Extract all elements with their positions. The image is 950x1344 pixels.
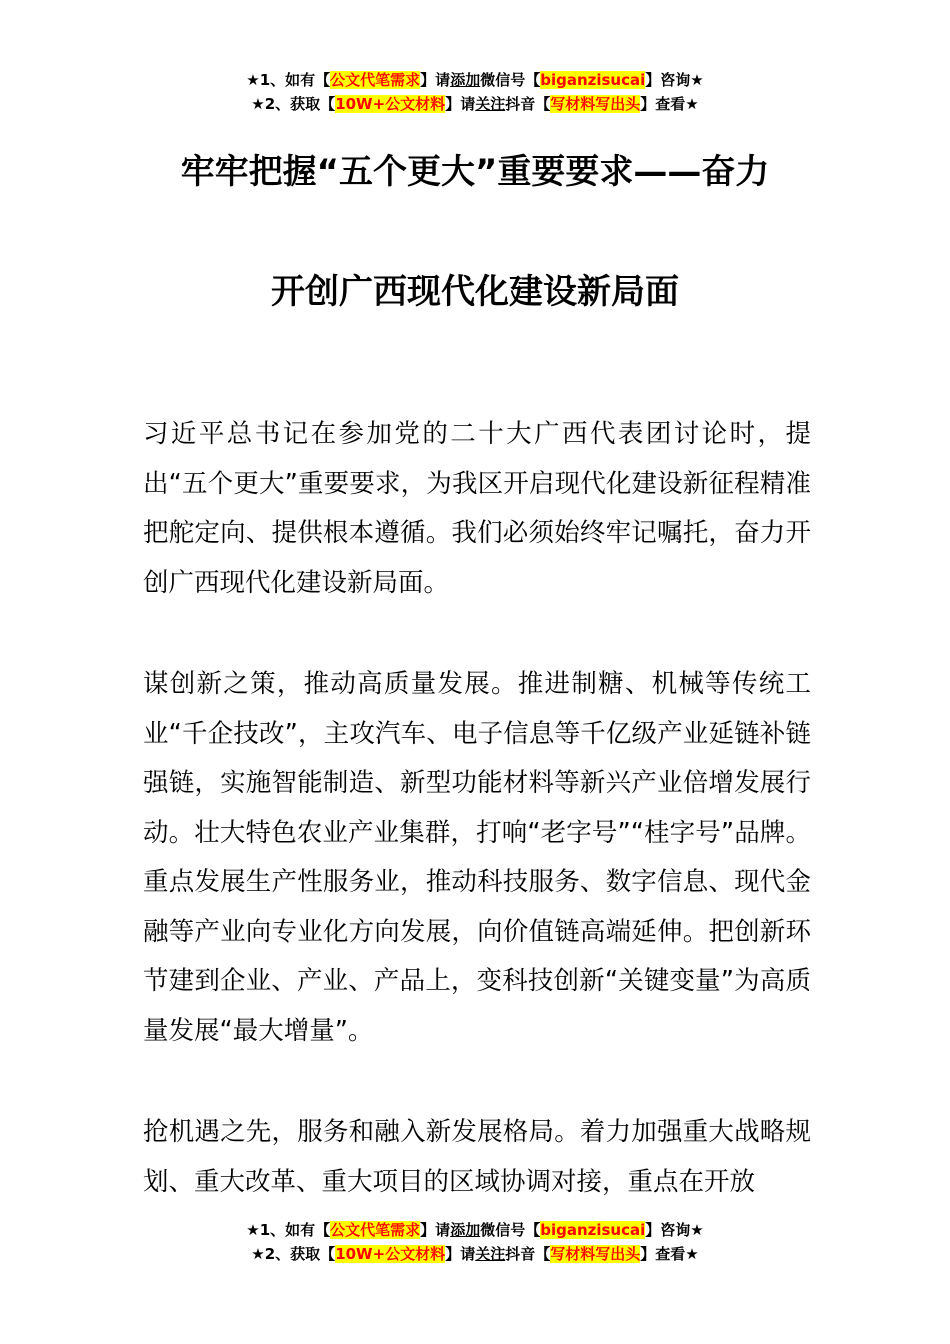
banner-wechat-id: biganzisucai [540,1221,646,1239]
banner-douyin-id: 写材料写出头 [550,95,641,113]
banner-line-2 [0,1242,950,1266]
banner-text: 】请 [420,71,451,89]
header-banner [0,68,950,116]
banner-text: ★2、获取【 [251,1245,336,1263]
banner-text: 抖音【 [505,95,551,113]
banner-text: ★1、如有【 [246,1221,331,1239]
banner-line-1 [0,68,950,92]
banner-underlined: 添加 [450,71,481,89]
document-title-line-1: 牢牢把握“五个更大”重要要求——奋力 [180,152,770,192]
banner-highlight: 10W+公文材料 [335,95,446,113]
banner-text: 】咨询★ [645,1221,704,1239]
banner-underlined: 添加 [450,1221,481,1239]
banner-text: 】请 [445,95,476,113]
banner-text: ★2、获取【 [251,95,336,113]
paragraph-opportunity: 抢机遇之先，服务和融入新发展格局。着力加强重大战略规划、重大改革、重大项目的区域协调对接，重点在开放 [143,1117,811,1197]
banner-underlined: 关注 [475,1245,506,1263]
banner-text: 】请 [445,1245,476,1263]
banner-highlight: 公文代笔需求 [330,71,421,89]
banner-text: ★1、如有【 [246,71,331,89]
banner-highlight: 10W+公文材料 [335,1245,446,1263]
banner-text: 微信号【 [480,71,541,89]
banner-line-2 [0,92,950,116]
document-title-line-2: 开创广西现代化建设新局面 [271,272,679,312]
banner-text: 】查看★ [640,1245,699,1263]
banner-highlight: 公文代笔需求 [330,1221,421,1239]
banner-underlined: 关注 [475,95,506,113]
footer-banner [0,1218,950,1266]
banner-text: 】咨询★ [645,71,704,89]
banner-text: 抖音【 [505,1245,551,1263]
banner-text: 微信号【 [480,1221,541,1239]
banner-text: 】查看★ [640,95,699,113]
banner-line-1 [0,1218,950,1242]
banner-text: 】请 [420,1221,451,1239]
paragraph-innovation: 谋创新之策，推动高质量发展。推进制糖、机械等传统工业“千企技改”，主攻汽车、电子信息等千亿级产业延链补链强链，实施智能制造、新型功能材料等新兴产业倍增发展行动。壮大特色农业产业集群，打响“老字号”“桂字号”品牌。重点发展生产性服务业，推动科技服务、数字信息、现代金融等产业向专业化方向发展，向价值链高端延伸。把创新环节建到企业、产业、产品上，变科技创新“关键变量”为高质量发展“最大增量”。 [143,669,811,1046]
paragraph-intro: 习近平总书记在参加党的二十大广西代表团讨论时，提出“五个更大”重要要求，为我区开启现代化建设新征程精准把舵定向、提供根本遵循。我们必须始终牢记嘱托，奋力开创广西现代化建设新局面。 [143,419,811,598]
banner-douyin-id: 写材料写出头 [550,1245,641,1263]
banner-wechat-id: biganzisucai [540,71,646,89]
